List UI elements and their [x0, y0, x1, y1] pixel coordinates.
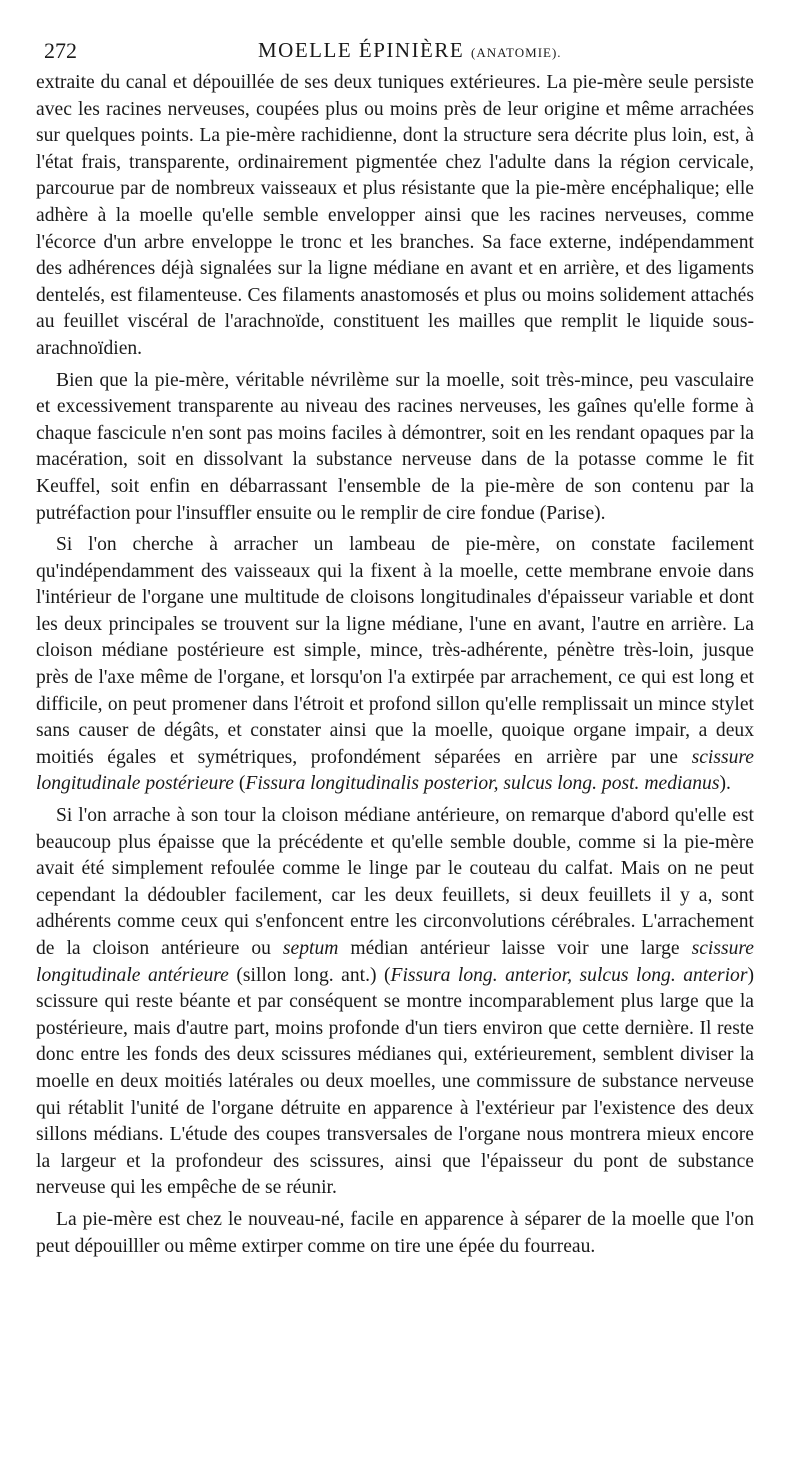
paragraph-3-text-a: Si l'on cherche à arracher un lambeau de pie-mère, on constate facilement qu'indépendamment des vaisseaux qui la fixent à la moelle, cette membrane envoie dans l'intérieur de l'organe une multitude de cloisons longitudinales d'épaisseur variable et dont les deux principales se trouvent sur la ligne médiane, l'une en avant, l'autre en arrière. La cloison médiane postérieure est simple, mince, très-adhérente, pénètre très-loin, jusque près de l'axe même de l'organe, et lorsqu'on l'a extirpée par arrachement, ce qui est long et difficile, on peut promener dans l'étroit et profond sillon qu'elle remplissait un mince stylet sans causer de dégâts, et constater ainsi que la moelle, quoique organe impair, a deux moitiés égales et symétriques, profondément séparées en arrière par une: [36, 534, 754, 768]
paragraph-2: Bien que la pie-mère, véritable névrilème sur la moelle, soit très-mince, peu vasculaire et excessivement transparente au niveau des racines nerveuses, les gaînes qu'elle forme à chaque fascicule n'en sont pas moins faciles à démontrer, soit en les rendant opaques par la macération, soit en dissolvant la substance nerveuse dans de la potasse comme le fit Keuffel, soit enfin en débarrassant l'ensemble de la pie-mère de son contenu par la putréfaction pour l'insuffler ensuite ou le remplir de cire fondue (Parise).: [36, 369, 754, 524]
book-page: [36, 30, 754, 1260]
page-number: 272: [44, 38, 77, 63]
running-title-main: MOELLE ÉPINIÈRE: [258, 38, 465, 62]
paragraph-4-text-d: ) scissure qui reste béante et par conséquent se montre incomparablement plus large que la postérieure, mais d'autre part, moins profonde d'un tiers environ que cette dernière. Il reste donc entre les fonds des deux scissures médianes qui, extérieurement, semblent diviser la moelle en deux moitiés latérales ou deux moelles, une commissure de substance nerveuse qui rétablit l'unité de l'organe détruite en apparence à l'extérieur par l'existence des deux sillons médians. L'étude des coupes transversales de l'organe nous montrera mieux encore la largeur et la profondeur des scissures, ainsi que l'épaisseur du pont de substance nerveuse qui les empêche de se réunir.: [36, 964, 754, 1199]
paragraph-4-text-c: (sillon long. ant.) (: [228, 964, 391, 986]
paragraph-3-text-b: (: [233, 773, 246, 795]
paragraph-4-text-a: Si l'on arrache à son tour la cloison médiane antérieure, on remarque d'abord qu'elle est beaucoup plus épaisse que la précédente et qu'elle semble double, comme si la pie-mère avait été simplement refoulée comme le linge par le couteau du calfat. Mais on ne peut cependant la dédoubler facilement, car les deux feuillets, si deux feuillets il y a, sont adhérents comme ceux qui s'enfoncent entre les circonvolutions cérébrales. L'arrachement de la cloison antérieure ou: [36, 805, 754, 959]
paragraph-3-italic-b: Fissura longitudinalis posterior, sulcus long. post. medianus: [245, 773, 720, 795]
paragraph-3-text-c: ).: [719, 773, 731, 795]
paragraph-4: [36, 803, 754, 1202]
running-title: [258, 38, 562, 63]
paragraph-4-text-b: médian antérieur laisse voir une large: [338, 938, 692, 959]
paragraph-4-italic-c: Fissura long. anterior, sulcus long. anterior: [390, 964, 748, 986]
paragraph-3-italic-a: scissure longitudinale postérieure: [36, 746, 754, 795]
running-title-sub: (ANATOMIE).: [470, 45, 562, 60]
paragraph-4-italic-a: septum: [282, 938, 339, 959]
paragraph-3: [36, 532, 754, 798]
body-text: [36, 70, 754, 1260]
paragraph-5: La pie-mère est chez le nouveau-né, facile en apparence à séparer de la moelle que l'on peut dépouilller ou même extirper comme on tire une épée du fourreau.: [36, 1208, 754, 1257]
paragraph-4-italic-b: scissure longitudinale antérieure: [36, 938, 754, 986]
paragraph-1: extraite du canal et dépouillée de ses deux tuniques extérieures. La pie-mère seule persiste avec les racines nerveuses, coupées plus ou moins près de leur origine et même arrachées sur quelques points. La pie-mère rachidienne, dont la structure sera décrite plus loin, est, à l'état frais, transparente, ordinairement pigmentée chez l'adulte dans la région cervicale, parcourue par de nombreux vaisseaux et plus résistante que la pie-mère encéphalique; elle adhère à la moelle qu'elle semble envelopper ainsi que les racines nerveuses, comme l'écorce d'un arbre enveloppe le tronc et les branches. Sa face externe, indépendamment des adhérences déjà signalées sur la ligne médiane en avant et en arrière, et des ligaments dentelés, est filamenteuse. Ces filaments anastomosés et plus ou moins solidement attachés au feuillet viscéral de l'arachnoïde, constituent les mailles que remplit le liquide sous-arachnoïdien.: [36, 72, 754, 359]
page-header: [36, 30, 754, 66]
